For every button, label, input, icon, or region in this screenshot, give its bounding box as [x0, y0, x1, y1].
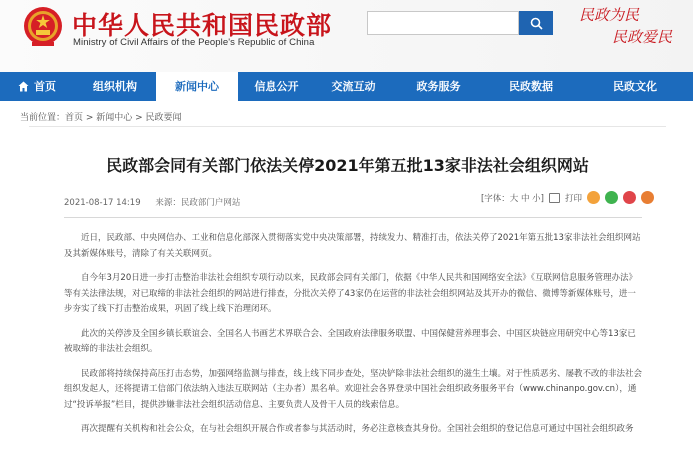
nav-item-services[interactable]: 政务服务	[416, 80, 461, 93]
site-title[interactable]: 中华人民共和国民政部	[72, 11, 333, 40]
title-divider	[64, 217, 642, 218]
nav-item-news[interactable]: 新闻中心	[156, 72, 238, 101]
main-nav	[0, 72, 693, 101]
nav-item-data[interactable]: 民政数据	[509, 80, 553, 93]
slogan-line2: 民政爱民	[612, 28, 673, 46]
nav-item-home[interactable]	[0, 72, 74, 101]
search-button[interactable]	[519, 11, 553, 35]
print-label[interactable]: 打印	[564, 193, 582, 204]
article-body	[64, 231, 642, 447]
article-meta	[64, 196, 252, 208]
search-input[interactable]	[367, 11, 519, 35]
font-size-control[interactable]: [字体：大 中 小]	[480, 193, 544, 204]
national-emblem-icon	[22, 4, 64, 50]
nav-item-interaction[interactable]: 交流互动	[331, 80, 376, 93]
nav-home-label: 首页	[34, 80, 56, 93]
article-paragraph: 近日，民政部、中央网信办、工业和信息化部深入贯彻落实党中央决策部署，持续发力、精准打击，依法关停了2021年第五批13家非法社会组织网站及其新媒体账号，清除了有关关联网页。	[64, 233, 641, 259]
wechat-icon[interactable]	[605, 191, 618, 204]
article-paragraph: 民政部将持续保持高压打击态势，加强网络监测与排查，线上线下同步查处，坚决铲除非法社会组织的滋生土壤。对于性质恶劣、屡教不改的非法社会组织发起人，还将提请工信部门依法纳入违法互联网站（主办者）黑名单。欢迎社会各界登录中国社会组织政务服务平台（www.chinanpo.gov.cn），通过“投诉举报”栏目，提供涉嫌非法社会组织活动信息、主要负责人及骨干人员的线索信息。	[64, 368, 643, 410]
share-icon[interactable]	[587, 191, 600, 204]
article-date: 2021-08-17 14:19	[64, 198, 141, 208]
print-icon[interactable]	[549, 193, 560, 203]
article-container	[29, 126, 666, 451]
article-title: 民政部会同有关部门依法关停2021年第五批13家非法社会组织网站	[106, 156, 589, 175]
search-icon	[530, 17, 543, 30]
article-tools	[481, 191, 654, 204]
qzone-icon[interactable]	[641, 191, 654, 204]
nav-item-organization[interactable]: 组织机构	[93, 80, 137, 93]
breadcrumb[interactable]: 当前位置：首页 > 新闻中心 > 民政要闻	[20, 113, 182, 123]
weibo-icon[interactable]	[623, 191, 636, 204]
article-source: 来源：民政部门户网站	[155, 198, 241, 208]
slogan-line1: 民政为民	[579, 6, 640, 24]
article-paragraph: 自今年3月20日进一步打击整治非法社会组织专项行动以来，民政部会同有关部门，依据《中华人民共和国网络安全法》《互联网信息服务管理办法》等有关法律法规，对已取缔的非法社会组织的网站进行排查，分批次关停了43家仍在运营的非法社会组织网站及其开办的微信、微博等新媒体账号，进一步夯实了线下打击整治成果，巩固了线上线下治理闭环。	[64, 273, 637, 314]
site-subtitle: Ministry of Civil Affairs of the People's Republic of China	[73, 37, 315, 48]
article-paragraph: 此次的关停涉及全国乡镇长联谊会、全国名人书画艺术界联合会、全国政府法律服务联盟、中国保健营养理事会、中国区块链应用研究中心等13家已被取缔的非法社会组织。	[64, 328, 636, 354]
site-header	[0, 0, 693, 72]
nav-item-disclosure[interactable]: 信息公开	[254, 80, 299, 93]
home-icon	[18, 81, 29, 92]
article-paragraph: 再次提醒有关机构和社会公众，在与社会组织开展合作或者参与其活动时，务必注意核查其身份。全国社会组织的登记信息可通过中国社会组织政务	[81, 424, 634, 434]
nav-item-culture[interactable]: 民政文化	[613, 80, 657, 93]
